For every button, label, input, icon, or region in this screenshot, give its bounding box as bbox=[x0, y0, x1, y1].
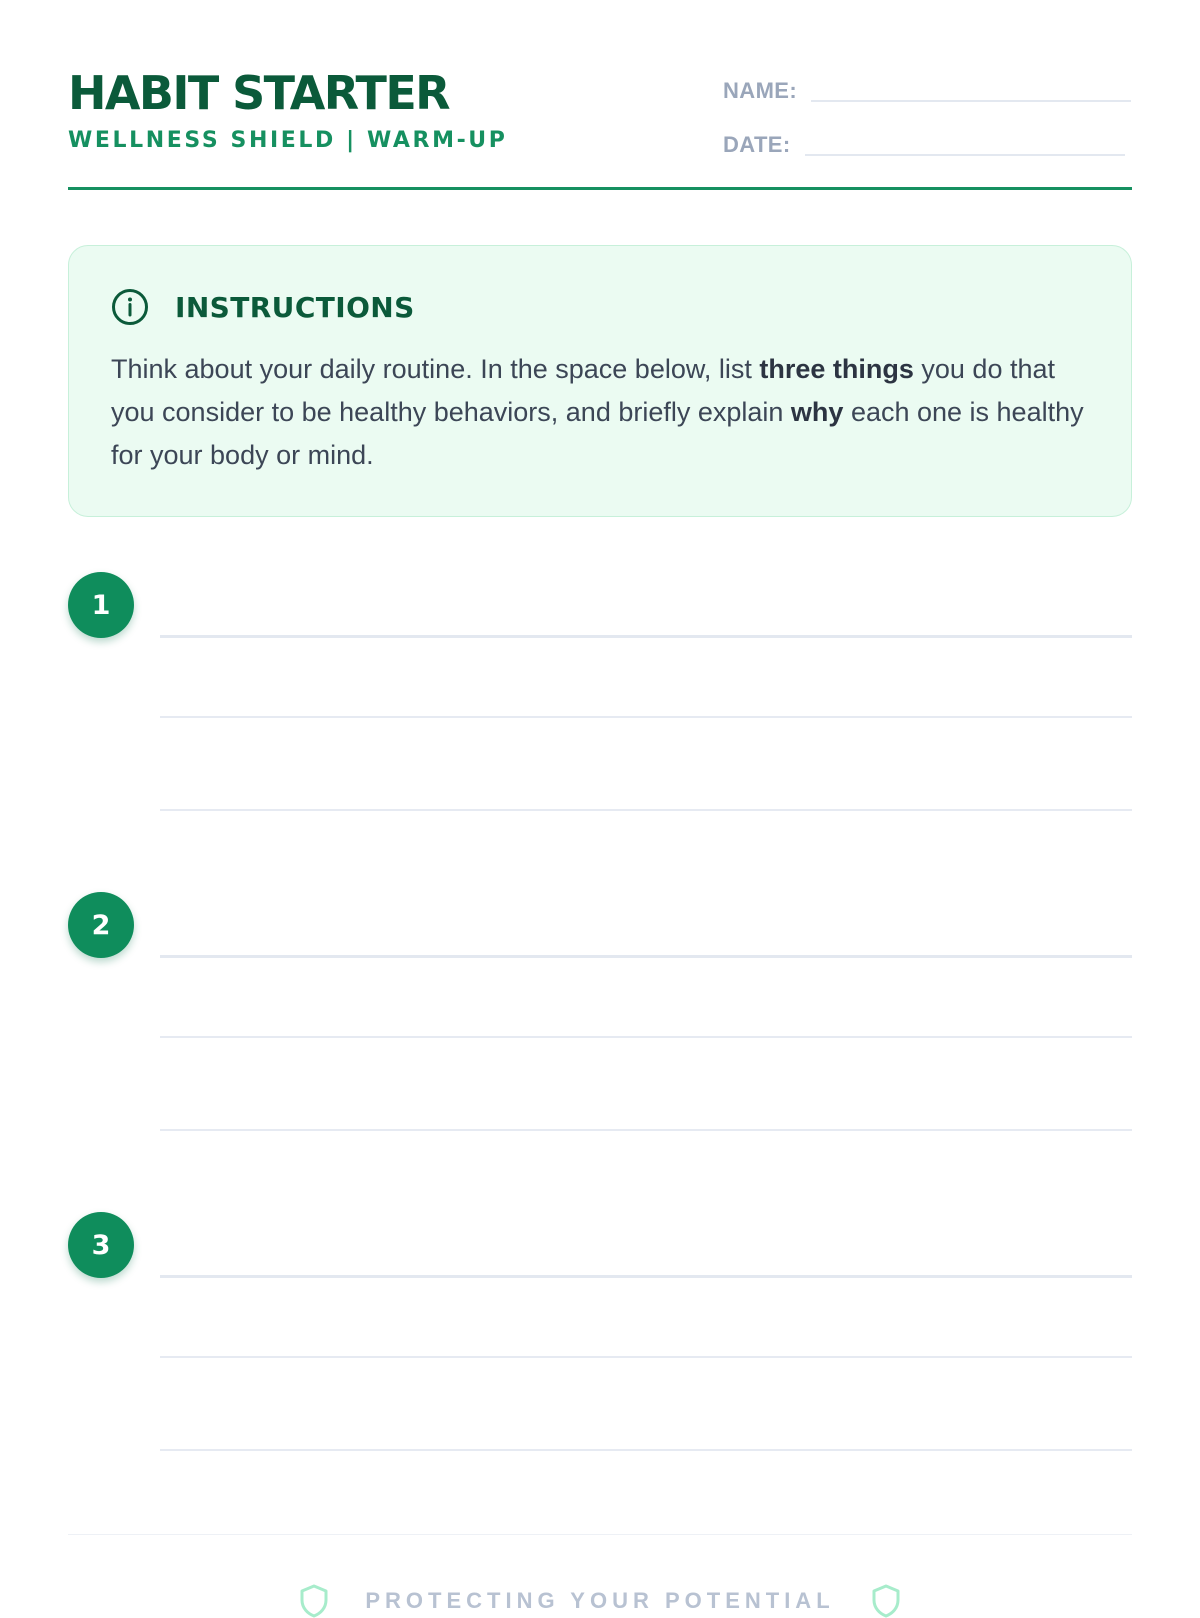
date-input-line[interactable] bbox=[805, 128, 1125, 156]
writing-line[interactable] bbox=[160, 1356, 1132, 1358]
instructions-text-part: each one is healthy for your body or mind. bbox=[111, 397, 1084, 470]
worksheet-header bbox=[68, 66, 1132, 190]
writing-line[interactable] bbox=[160, 1275, 1132, 1278]
name-label: NAME: bbox=[723, 78, 798, 103]
footer-tagline: PROTECTING YOUR POTENTIAL bbox=[365, 1588, 835, 1613]
page-subtitle: WELLNESS SHIELD | WARM-UP bbox=[68, 128, 508, 153]
name-input-line[interactable] bbox=[811, 74, 1131, 102]
number-badge: 1 bbox=[68, 572, 134, 638]
instructions-header bbox=[111, 288, 1091, 326]
writing-line[interactable] bbox=[160, 635, 1132, 638]
page-footer bbox=[0, 1584, 1200, 1618]
number-badge: 3 bbox=[68, 1212, 134, 1278]
instructions-emphasis-three-things: three things bbox=[759, 354, 914, 384]
header-divider bbox=[68, 187, 1132, 190]
instructions-emphasis-why: why bbox=[790, 397, 844, 427]
instructions-box bbox=[68, 245, 1132, 517]
instructions-title: INSTRUCTIONS bbox=[175, 290, 415, 324]
answer-section-3 bbox=[68, 1212, 1132, 1462]
info-icon bbox=[111, 288, 149, 326]
writing-line[interactable] bbox=[160, 716, 1132, 718]
writing-line[interactable] bbox=[160, 1036, 1132, 1038]
name-field bbox=[723, 74, 1131, 102]
instructions-text-part: you do that you consider to be healthy behaviors, and briefly explain bbox=[111, 354, 1055, 427]
date-label: DATE: bbox=[723, 132, 791, 157]
answer-section-2 bbox=[68, 892, 1132, 1142]
writing-line[interactable] bbox=[160, 1129, 1132, 1131]
writing-line[interactable] bbox=[160, 955, 1132, 958]
shield-icon bbox=[299, 1584, 329, 1618]
page-title: HABIT STARTER bbox=[68, 66, 449, 120]
writing-line[interactable] bbox=[160, 809, 1132, 811]
writing-line[interactable] bbox=[160, 1449, 1132, 1451]
instructions-text bbox=[111, 348, 1091, 477]
answer-section-1 bbox=[68, 572, 1132, 822]
footer-divider bbox=[68, 1534, 1132, 1535]
instructions-text-part: Think about your daily routine. In the space below, list bbox=[111, 354, 760, 384]
shield-icon bbox=[871, 1584, 901, 1618]
date-field bbox=[723, 128, 1125, 156]
number-badge: 2 bbox=[68, 892, 134, 958]
